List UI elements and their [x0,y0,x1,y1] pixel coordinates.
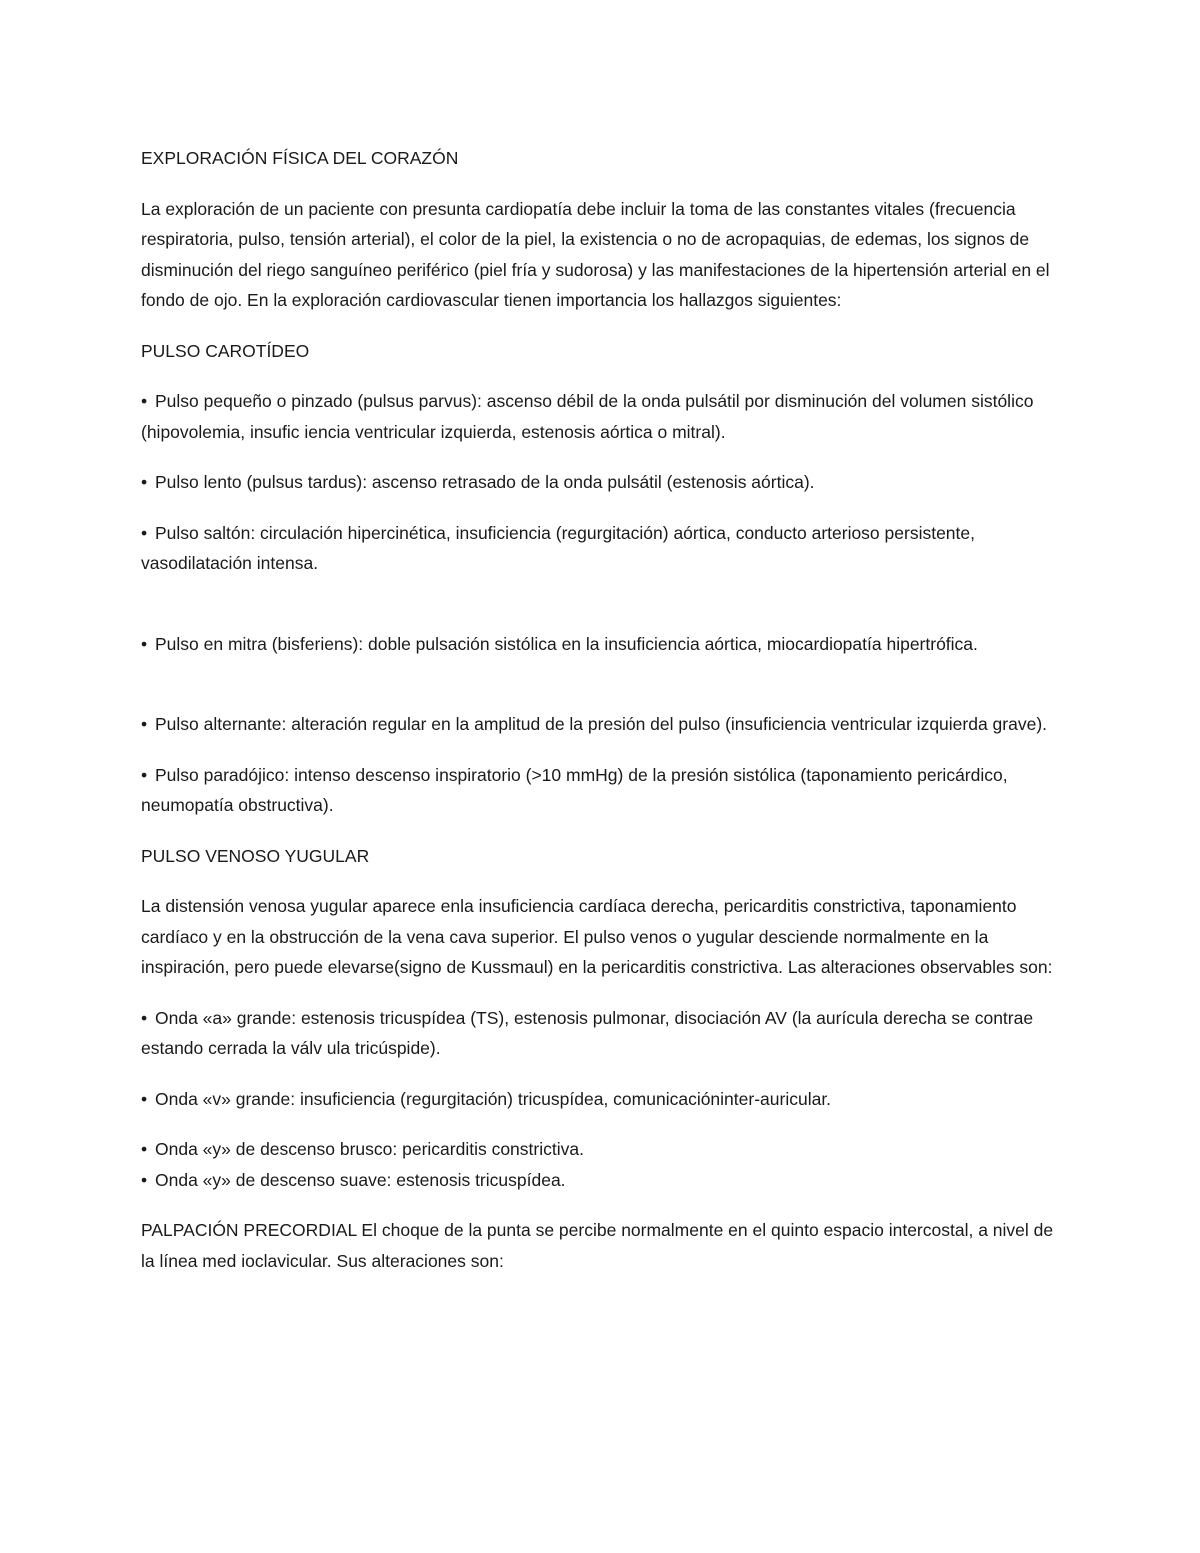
document-title: EXPLORACIÓN FÍSICA DEL CORAZÓN [141,148,459,168]
carotid-item-bisferiens [141,629,1071,660]
bullet-icon: • [141,391,148,411]
bullet-icon: • [141,764,148,785]
jugular-item-onda-a [141,1003,1071,1064]
carotid-item-alternante [141,709,1071,740]
bullet-icon: • [141,1007,148,1028]
carotid-item-parvus [141,386,1071,447]
carotid-item-text: Pulso alternante: alteración regular en la amplitud de la presión del pulso (insuficiencia ventricular izquierda grave). [155,714,1048,734]
jugular-paragraph: La distensión venosa yugular aparece enla insuficiencia cardíaca derecha, pericarditis constrictiva, taponamiento cardíaco y en la obstrucción de la vena cava superior. El pulso venos o yugular desciende normalmente en la inspiración, pero puede elevarse(signo de Kussmaul) en la pericarditis constrictiva. Las alteraciones observables son: [141,896,1053,977]
document-body [141,143,1071,1296]
carotid-item-text: Pulso saltón: circulación hipercinética, insuficiencia (regurgitación) aórtica, conducto arterioso persistente, vasodilatación intensa. [141,522,975,573]
bullet-icon: • [141,1139,148,1159]
carotid-item-text: Pulso en mitra (bisferiens): doble pulsación sistólica en la insuficiencia aórtica, miocardiopatía hipertrófica. [155,633,978,654]
bullet-icon: • [141,1088,148,1109]
carotid-item-salton [141,518,1071,579]
bullet-icon: • [141,472,148,492]
carotid-item-paradojico [141,760,1071,821]
carotid-item-text: Pulso pequeño o pinzado (pulsus parvus): ascenso débil de la onda pulsátil por disminución del volumen sistólico (hipovolemia, insufic iencia ventricular izquierda, estenosis aórtica o mitral). [141,391,1034,442]
intro-paragraph: La exploración de un paciente con presunta cardiopatía debe incluir la toma de las constantes vitales (frecuencia respiratoria, pulso, tensión arterial), el color de la piel, la existencia o no de acropaquias, de edemas, los signos de disminución del riego sanguíneo periférico (piel fría y sudorosa) y las manifestaciones de la hipertensión arterial en el fondo de ojo. En la exploración cardiovascular tienen importancia los hallazgos siguientes: [141,198,1050,310]
carotid-item-text: Pulso paradójico: intenso descenso inspiratorio (>10 mmHg) de la presión sistólica (taponamiento pericárdico, neumopatía obstructiva). [141,764,1008,815]
bullet-icon: • [141,1169,148,1190]
carotid-item-tardus [141,467,1071,498]
bullet-icon: • [141,633,148,654]
jugular-item-text: Onda «y» de descenso brusco: pericarditis constrictiva. [155,1139,584,1159]
jugular-item-onda-y-brusco [141,1134,1071,1165]
bullet-icon: • [141,714,148,734]
jugular-item-text: Onda «a» grande: estenosis tricuspídea (TS), estenosis pulmonar, disociación AV (la aurícula derecha se contrae estando cerrada la válv ula tricúspide). [141,1007,1034,1058]
jugular-item-onda-y-suave [141,1165,1071,1196]
jugular-heading: PULSO VENOSO YUGULAR [141,845,370,866]
jugular-item-text: Onda «y» de descenso suave: estenosis tricuspídea. [155,1169,566,1190]
bullet-icon: • [141,522,148,543]
palpation-paragraph: PALPACIÓN PRECORDIAL El choque de la punta se percibe normalmente en el quinto espacio intercostal, a nivel de la línea med ioclavicular. Sus alteraciones son: [141,1220,1054,1271]
carotid-item-text: Pulso lento (pulsus tardus): ascenso retrasado de la onda pulsátil (estenosis aórtica). [155,472,815,492]
jugular-item-onda-v [141,1084,1071,1115]
carotid-heading: PULSO CAROTÍDEO [141,340,310,361]
jugular-item-text: Onda «v» grande: insuficiencia (regurgitación) tricuspídea, comunicacióninter-auricular. [155,1088,832,1109]
